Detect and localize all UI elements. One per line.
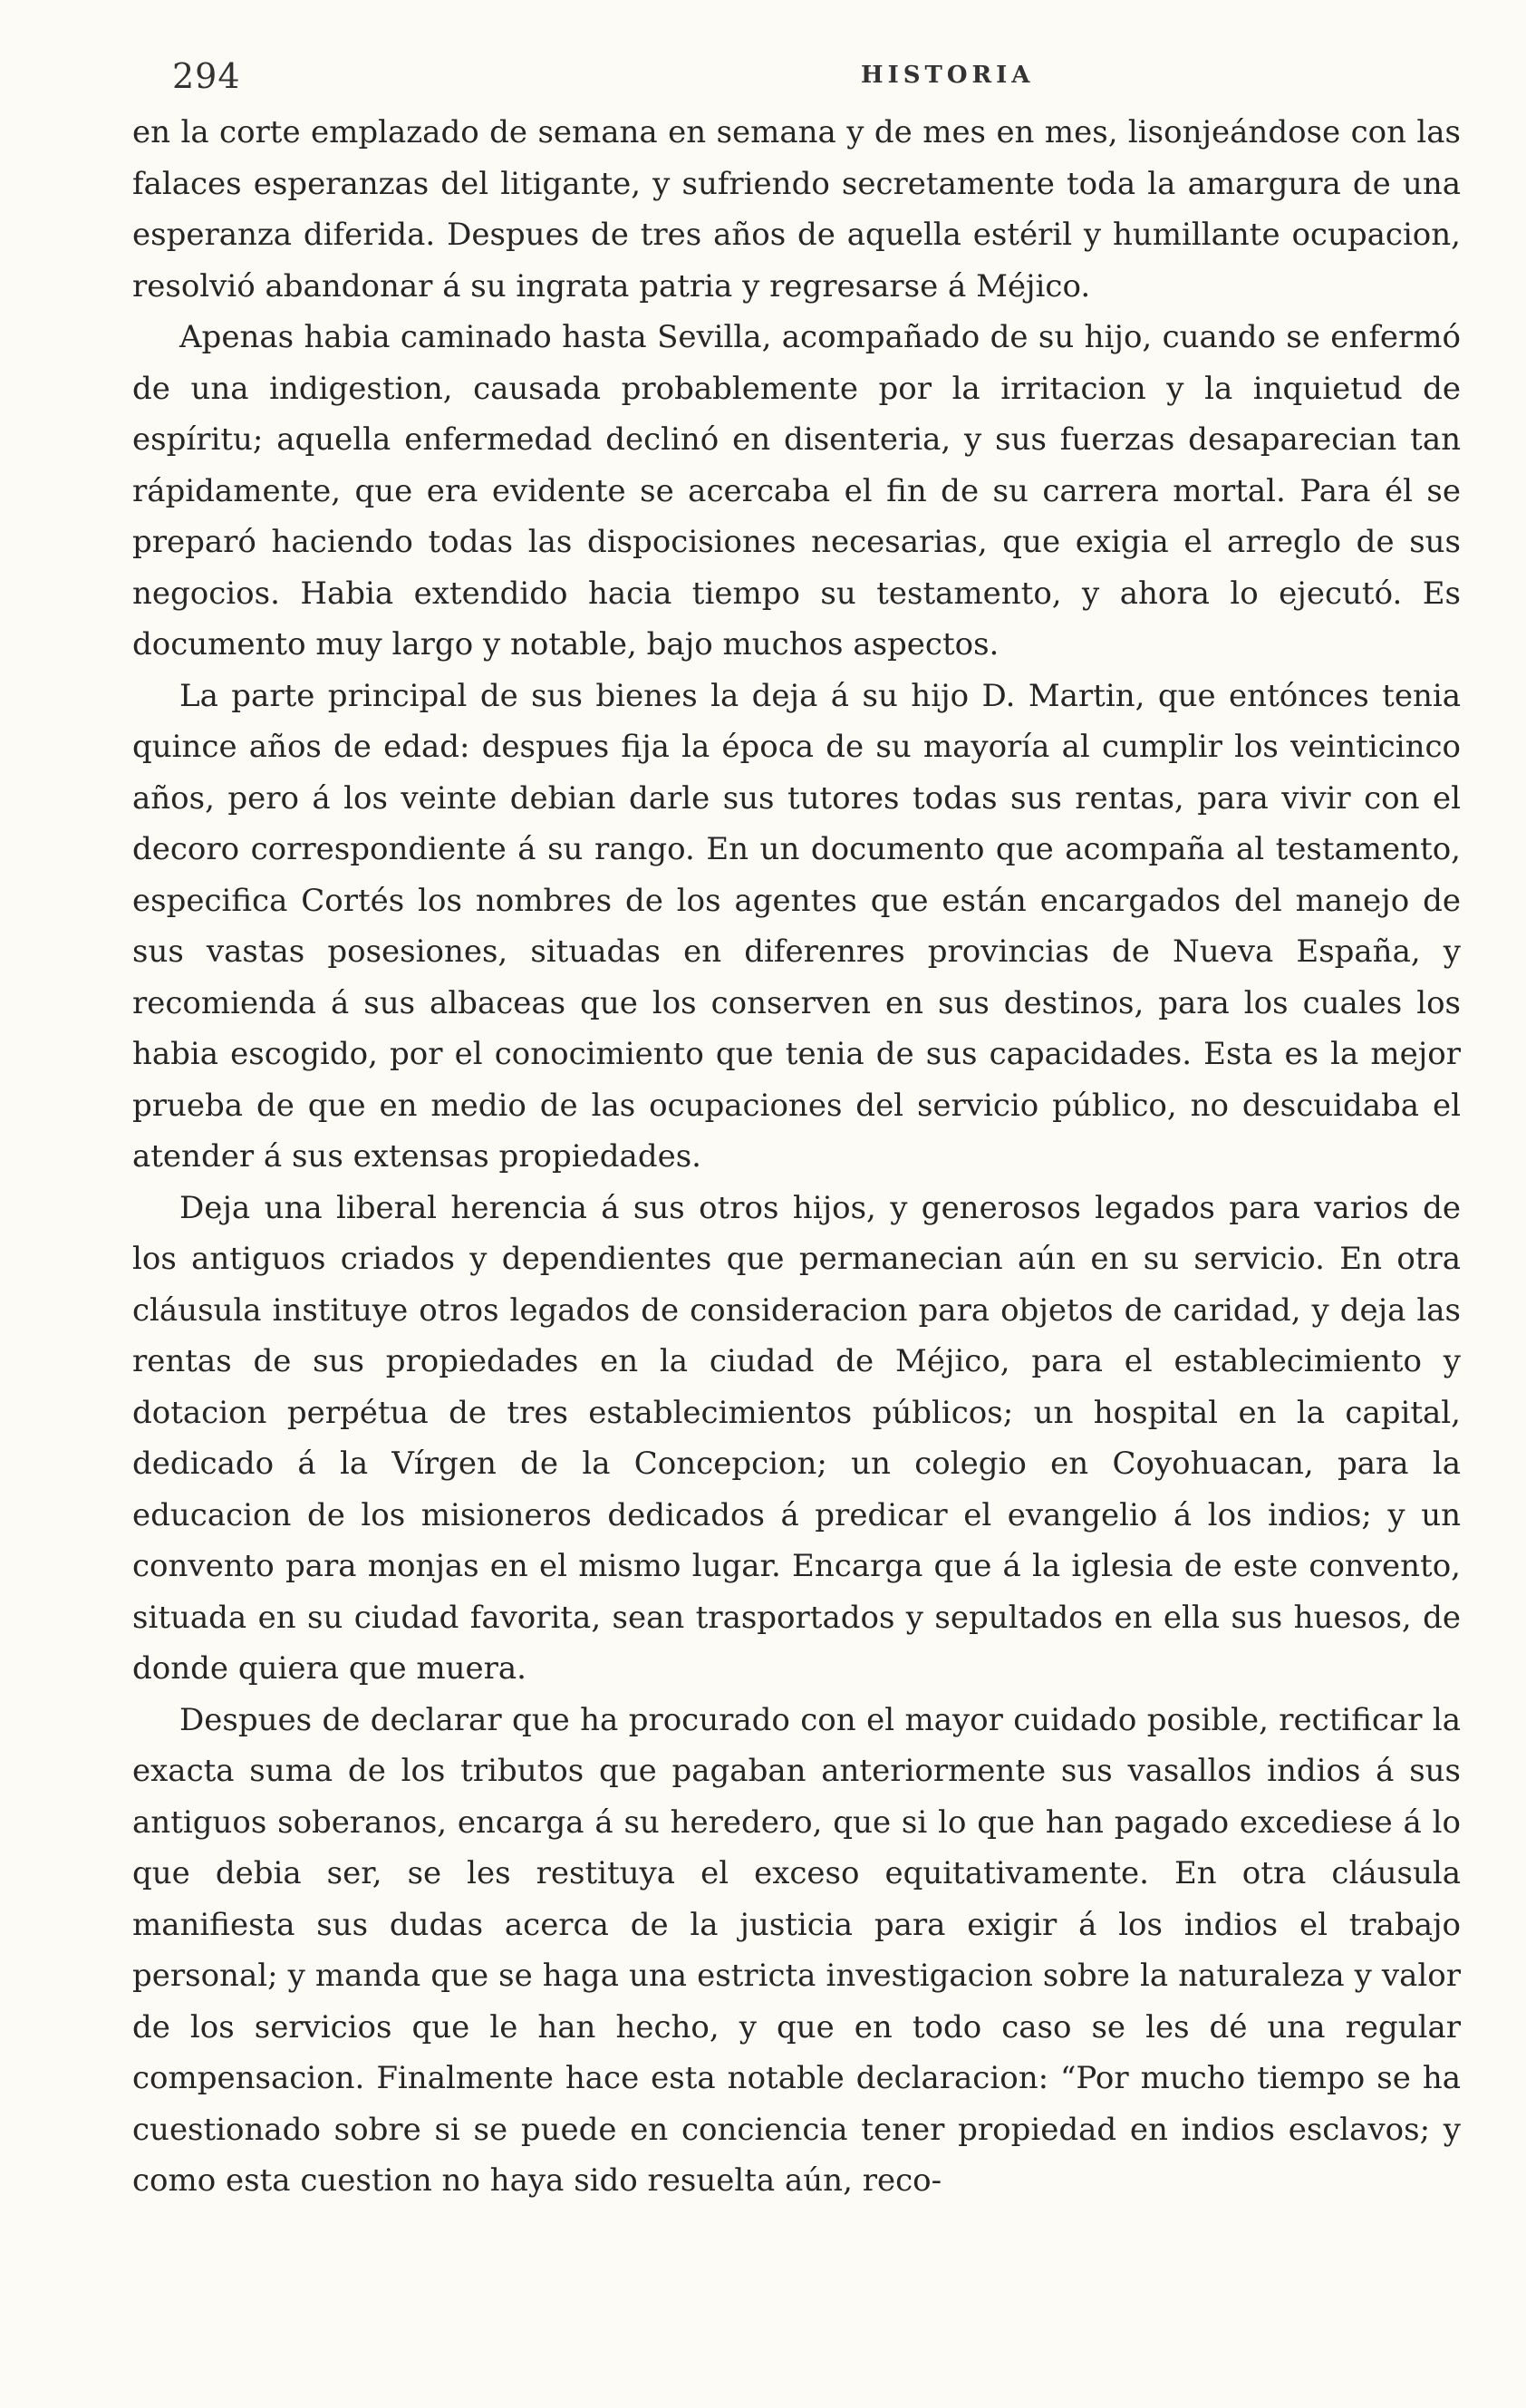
- paragraph-1: en la corte emplazado de semana en semana y de mes en mes, lisonjeándose con las falaces esperanzas del litigante, y sufriendo secretamente toda la amargura de una esperanza diferida. Despues de tres años de aquella estéril y humillante ocupacion, resolvió abandonar á su ingrata patria y regresarse á Méjico.: [132, 114, 1461, 305]
- body-text: [132, 107, 1461, 2207]
- paragraph-5: Despues de declarar que ha procurado con el mayor cuidado posible, rectificar la exacta suma de los tributos que pagaban anteriormente sus vasallos indios á sus antiguos soberanos, encarga á su heredero, que si lo que han pagado excediese á lo que debia ser, se les restituya el exceso equitativamente. En otra cláusula manifiesta sus dudas acerca de la justicia para exigir á los indios el trabajo personal; y manda que se haga una estricta investigacion sobre la naturaleza y valor de los servicios que le han hecho, y que en todo caso se les dé una regular compensacion. Finalmente hace esta notable declaracion: “Por mucho tiempo se ha cuestionado sobre si se puede en conciencia tener propiedad en indios esclavos; y como esta cuestion no haya sido resuelta aún, reco-: [132, 1701, 1461, 2199]
- running-head: HISTORIA: [861, 62, 1035, 89]
- paragraph-4: Deja una liberal herencia á sus otros hijos, y generosos legados para varios de los antiguos criados y dependientes que permanecian aún en su servicio. En otra cláusula instituye otros legados de consideracion para objetos de caridad, y deja las rentas de sus propiedades en la ciudad de Méjico, para el establecimiento y dotacion perpétua de tres establecimientos públicos; un hospital en la capital, dedicado á la Vírgen de la Concepcion; un colegio en Coyohuacan, para la educacion de los misioneros dedicados á predicar el evangelio á los indios; y un convento para monjas en el mismo lugar. Encarga que á la iglesia de este convento, situada en su ciudad favorita, sean trasportados y sepultados en ella sus huesos, de donde quiera que muera.: [132, 1189, 1461, 1687]
- paragraph-3: La parte principal de sus bienes la deja á su hijo D. Martin, que entónces tenia quince años de edad: despues fija la época de su mayoría al cumplir los veinticinco años, pero á los veinte debian darle sus tutores todas sus rentas, para vivir con el decoro correspondiente á su rango. En un documento que acompaña al testamento, especifica Cortés los nombres de los agentes que están encargados del manejo de sus vastas posesiones, situadas en diferenres provincias de Nueva España, y recomienda á sus albaceas que los conserven en sus destinos, para los cuales los habia escogido, por el conocimiento que tenia de sus capacidades. Esta es la mejor prueba de que en medio de las ocupaciones del servicio público, no descuidaba el atender á sus extensas propiedades.: [132, 677, 1461, 1175]
- paragraph-2: Apenas habia caminado hasta Sevilla, acompañado de su hijo, cuando se enfermó de una indigestion, causada probablemente por la irritacion y la inquietud de espíritu; aquella enfermedad declinó en disenteria, y sus fuerzas desaparecian tan rápidamente, que era evidente se acercaba el fin de su carrera mortal. Para él se preparó haciendo todas las dispocisiones necesarias, que exigia el arreglo de sus negocios. Habia extendido hacia tiempo su testamento, y ahora lo ejecutó. Es documento muy largo y notable, bajo muchos aspectos.: [132, 319, 1461, 662]
- page-header: [172, 56, 1327, 102]
- page-number: 294: [172, 56, 241, 96]
